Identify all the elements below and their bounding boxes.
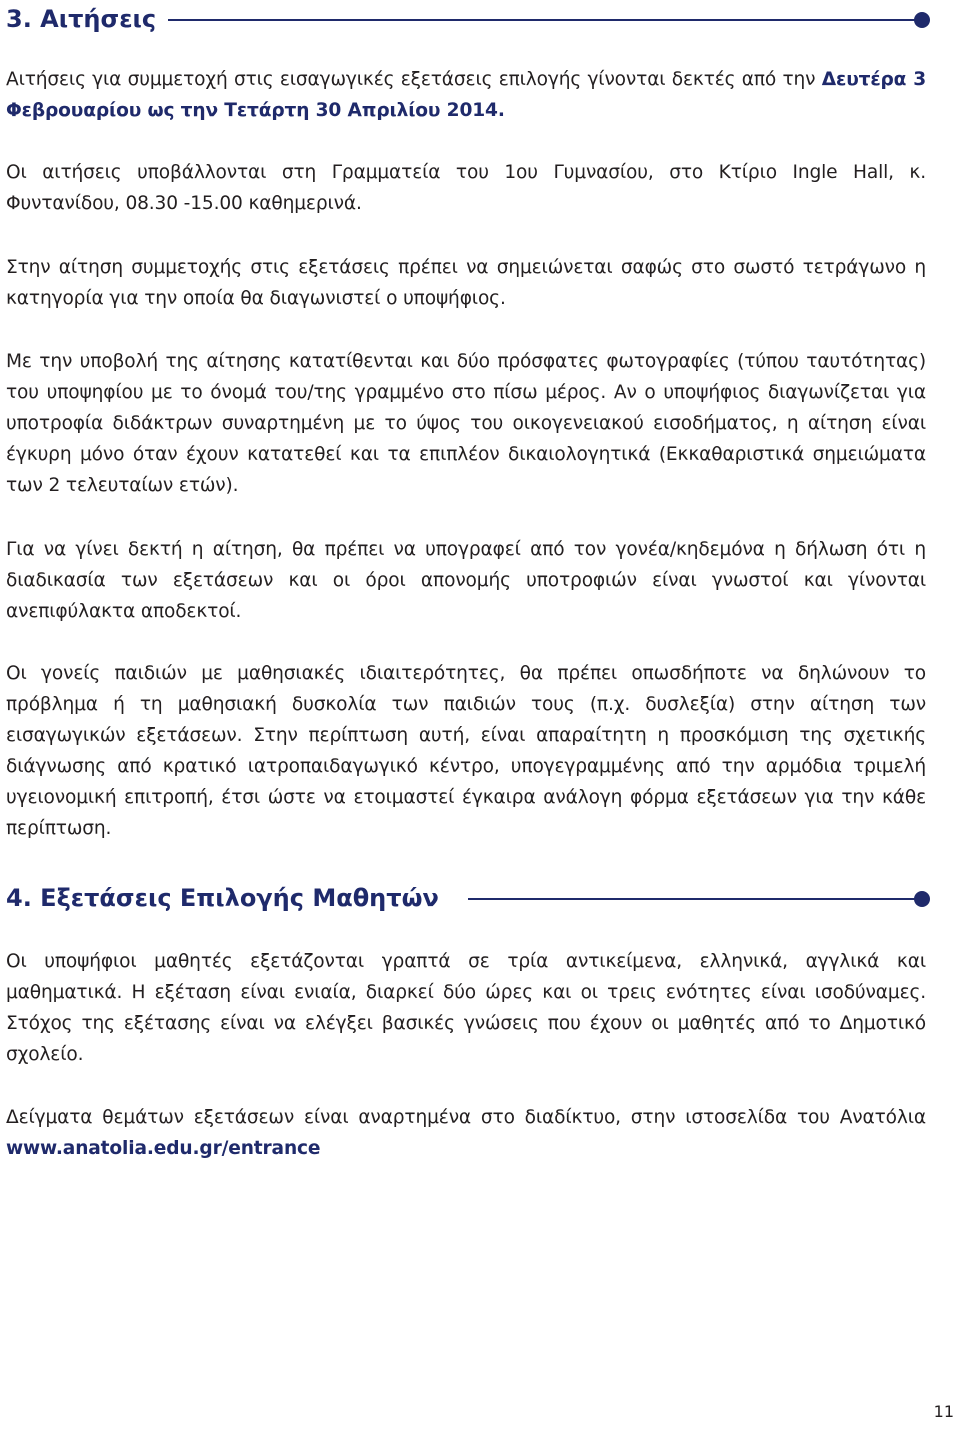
photos-documents-paragraph: Με την υποβολή της αίτησης κατατίθενται και δύο πρόσφατες φωτογραφίες (τύπου ταυτότητας) του υποψηφίου με το όνομά του/της γραμμένο στο πίσω μέρος. Αν ο υποψήφιος διαγωνίζεται για υποτροφία διδάκτρων συναρτημένη με το ύψος του οικογενειακού εισοδήματος, η αίτηση είναι έγκυρη μόνο όταν έχουν κατατεθεί και τα επιπλέον δικαιολογητικά (Εκκαθαριστικά σημειώματα των 2 τελευταίων ετών). [6, 351, 926, 496]
applications-period-paragraph [6, 64, 926, 126]
section-4-rule [468, 898, 920, 900]
sample-exams-paragraph [6, 1102, 926, 1164]
submission-location-paragraph: Οι αιτήσεις υποβάλλονται στη Γραμματεία του 1ου Γυμνασίου, στο Κτίριο Ingle Hall, κ. Φυντανίδου, 08.30 -15.00 καθημερινά. [6, 162, 926, 214]
page-number: 11 [933, 1402, 954, 1421]
entrance-website-link[interactable]: www.anatolia.edu.gr/entrance [6, 1138, 321, 1159]
sample-exams-text: Δείγματα θεμάτων εξετάσεων είναι αναρτημένα στο διαδίκτυο, στην ιστοσελίδα του Ανατόλια [6, 1107, 926, 1128]
section-3-heading [6, 2, 930, 36]
section-3-title: 3. Αιτήσεις [6, 5, 157, 33]
learning-difficulties-paragraph: Οι γονείς παιδιών με μαθησιακές ιδιαιτερότητες, θα πρέπει οπωσδήποτε να δηλώνουν το πρόβλημα ή τη μαθησιακή δυσκολία των παιδιών τους (π.χ. δυσλεξία) στην αίτηση των εισαγωγικών εξετάσεων. Στην περίπτωση αυτή, είναι απαραίτητη η προσκόμιση της σχετικής διάγνωσης από κρατικό ιατροπαιδαγωγικό κέντρο, υπογεγραμμένης από την αρμόδια τριμελή υγειονομική επιτροπή, έτσι ώστε να ετοιμαστεί έγκαιρα ανάλογη φόρμα εξετάσεων για την κάθε περίπτωση. [6, 663, 926, 839]
exam-subjects-paragraph: Οι υποψήφιοι μαθητές εξετάζονται γραπτά σε τρία αντικείμενα, ελληνικά, αγγλικά και μαθηματικά. Η εξέταση είναι ενιαία, διαρκεί δύο ώρες και οι τρεις ενότητες είναι ισοδύναμες. Στόχος της εξέτασης είναι να ελέγξει βασικές γνώσεις που έχουν οι μαθητές από το Δημοτικό σχολείο. [6, 951, 926, 1065]
section-4-title: 4. Εξετάσεις Επιλογής Μαθητών [6, 884, 439, 912]
applications-period-dates: Δευτέρα 3 Φεβρουαρίου ως την Τετάρτη 30 Απριλίου 2014. [6, 69, 926, 121]
category-paragraph: Στην αίτηση συμμετοχής στις εξετάσεις πρέπει να σημειώνεται σαφώς στο σωστό τετράγωνο η κατηγορία για την οποία θα διαγωνιστεί ο υποψήφιος. [6, 257, 926, 309]
applications-period-text: Αιτήσεις για συμμετοχή στις εισαγωγικές εξετάσεις επιλογής γίνονται δεκτές από την [6, 69, 822, 90]
section-4-bullet-dot [914, 891, 930, 907]
section-3-bullet-dot [914, 12, 930, 28]
guardian-declaration-paragraph: Για να γίνει δεκτή η αίτηση, θα πρέπει να υπογραφεί από τον γονέα/κηδεμόνα η δήλωση ότι η διαδικασία των εξετάσεων και οι όροι απονομής υποτροφιών είναι γνωστοί και γίνονται ανεπιφύλακτα αποδεκτοί. [6, 539, 926, 622]
section-4-heading [6, 881, 930, 915]
section-3-rule [168, 19, 920, 21]
